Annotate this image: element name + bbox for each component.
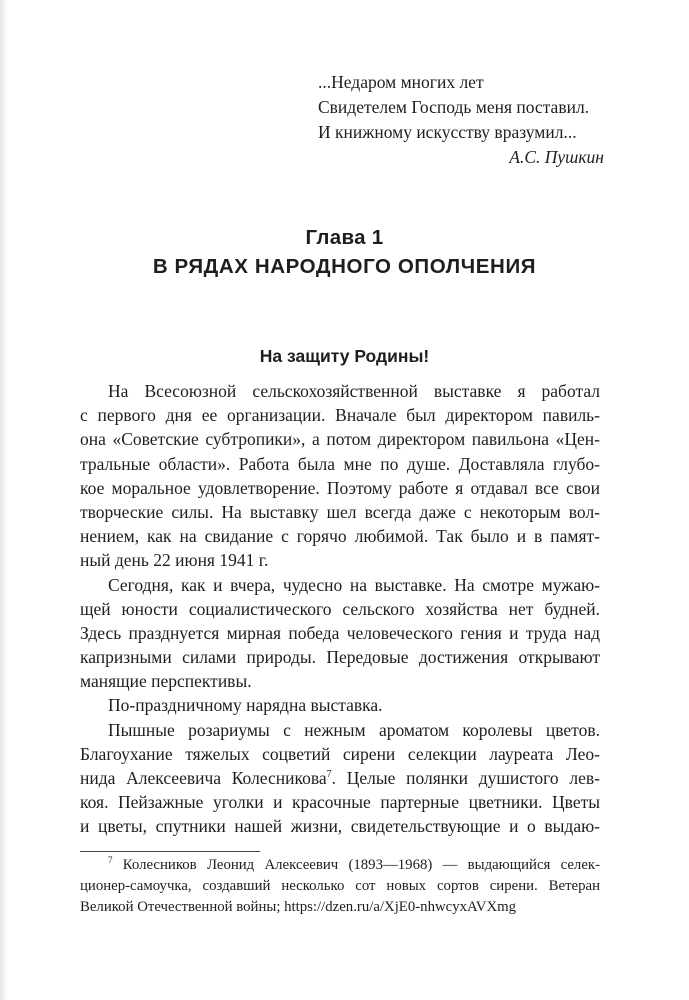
paragraph-line: нением, как на свидание с горячо любимой. Так было и в памят- (80, 526, 600, 547)
body-text (80, 379, 600, 839)
paragraph-line: капризными силами природы. Передовые достижения открывают (80, 647, 600, 668)
paragraph-line: щей юности социалистического сельского хозяйства нет будней. (80, 598, 600, 619)
paragraph-line: Благоухание тяжелых соцветий сирени селекции лауреата Лео- (80, 743, 600, 764)
paragraph-line: Сегодня, как и вчера, чудесно на выставке. На смотре мужаю- (108, 574, 600, 595)
paragraph-line: На Всесоюзной сельскохозяйственной выставке я работал (108, 381, 600, 401)
paragraph-line: коя. Пейзажные уголки и красочные партерные цветники. Цветы (80, 792, 600, 813)
paragraph-line: ный день 22 июня 1941 г. (80, 550, 269, 571)
paragraph-line: творческие силы. На выставку шел всегда даже с некоторым вол- (80, 501, 600, 522)
paragraph-line: кое моральное удовлетворение. Поэтому работе я отдавал все свои (80, 477, 600, 498)
epigraph-author: А.С. Пушкин (509, 147, 604, 167)
footnote-divider (80, 851, 260, 852)
epigraph (318, 70, 618, 170)
footnote-mark: 7 (108, 855, 113, 865)
paragraph-line: с первого дня ее организации. Вначале был директором павиль- (80, 405, 600, 426)
section-title: На защиту Родины! (259, 346, 430, 366)
paragraph-line: По-праздничному нарядна выставка. (108, 695, 383, 716)
footnote-line: Великой Отечественной войны; https://dzen.ru/a/XjE0-nhwcyxAVXmg (80, 899, 517, 915)
paragraph-line-part: . Целые полянки душистого лев- (331, 768, 600, 788)
paragraph-line: тральные области». Работа была мне по душе. Доставляла глубо- (80, 453, 600, 474)
page-edge-shadow (0, 0, 8, 1000)
epigraph-line: ...Недаром многих лет (318, 72, 484, 92)
paragraph-line: манящие перспективы. (80, 671, 252, 692)
epigraph-line: Свидетелем Господь меня поставил. (318, 97, 590, 117)
footnote-line (80, 855, 600, 876)
epigraph-line: И книжному искусству вразумил... (318, 122, 577, 142)
paragraph-line: и цветы, спутники нашей жизни, свидетельствующие и о выдаю- (80, 816, 600, 837)
paragraph-line: Здесь празднуется мирная победа человеческого гения и труда над (80, 622, 600, 643)
paragraph-line-with-footnote (80, 766, 600, 790)
footnote-text: Колесников Леонид Алексеевич (1893—1968) — выдающийся селек- (112, 857, 600, 873)
paragraph-line: Пышные розариумы с нежным ароматом королевы цветов. (108, 719, 600, 740)
footnote-line: ционер-самоучка, создавший несколько сот новых сортов сирени. Ветеран (80, 878, 600, 894)
chapter-number: Глава 1 (305, 226, 384, 249)
paragraph-line: она «Советские субтропики», а потом директором павильона «Цен- (80, 429, 600, 450)
footnote (80, 855, 600, 918)
chapter-title: В РЯДАХ НАРОДНОГО ОПОЛЧЕНИЯ (152, 255, 537, 278)
paragraph-line-part: нида Алексеевича Колесникова (80, 768, 327, 788)
footnote-reference: 7 (326, 769, 332, 780)
